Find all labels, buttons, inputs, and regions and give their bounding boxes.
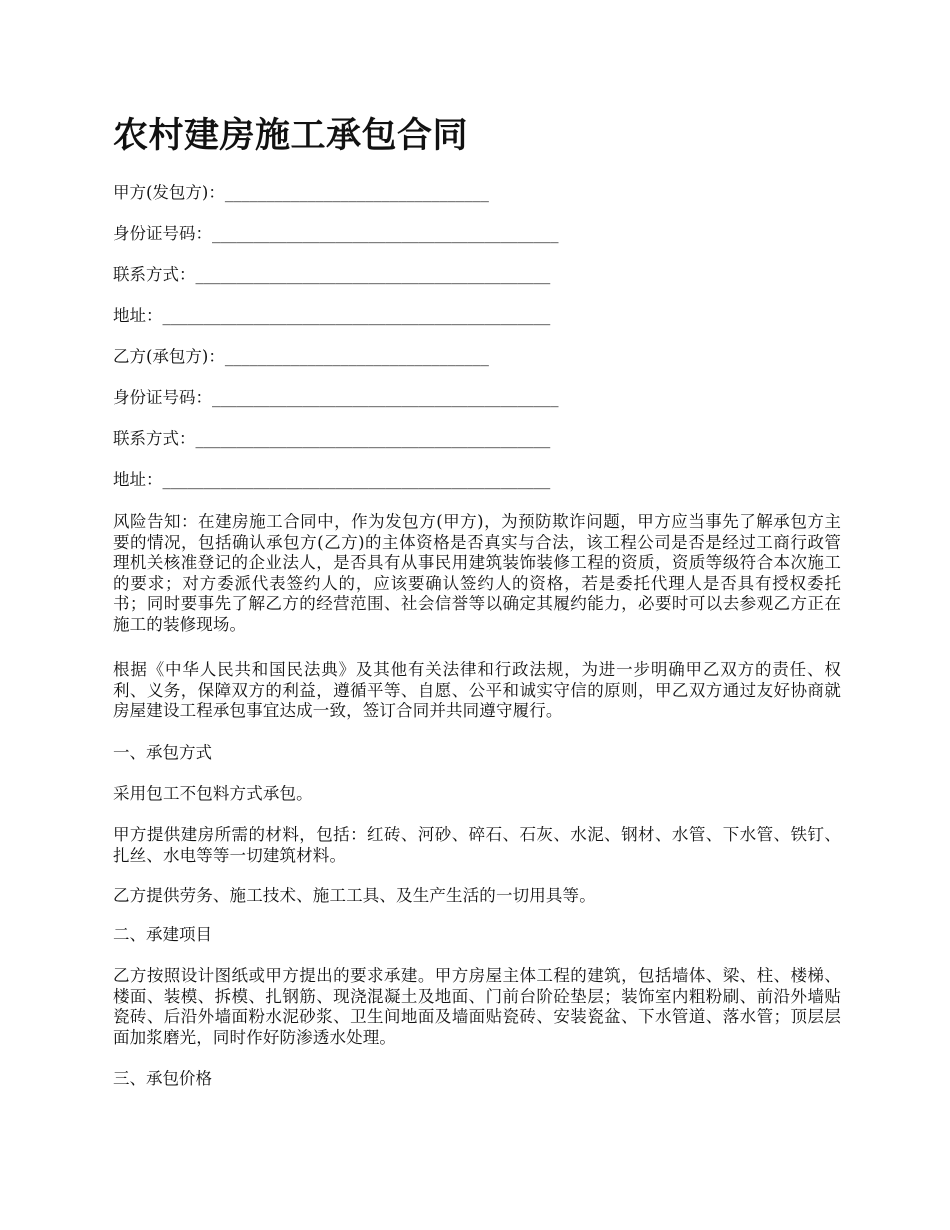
- party-a-id-blank: __________________________________________: [212, 224, 559, 243]
- party-a-contact-label: 联系方式：: [113, 265, 196, 284]
- section-1-paragraph-2: 甲方提供建房所需的材料，包括：红砖、河砂、碎石、石灰、水泥、钢材、水管、下水管、铁钉、扎丝、水电等等一切建筑材料。: [113, 825, 841, 865]
- section-2-paragraph-1: 乙方按照设计图纸或甲方提出的要求承建。甲方房屋主体工程的建筑，包括墙体、梁、柱、楼梯、楼面、装模、拆模、扎钢筋、现浇混凝土及地面、门前台阶砼垫层；装饰室内粗粉刷、前沿外墙贴瓷砖、后沿外墙面粉水泥砂浆、卫生间地面及墙面贴瓷砖、安装瓷盆、下水管道、落水管；顶层层面加浆磨光，同时作好防渗透水处理。: [113, 966, 841, 1047]
- section-3-heading: 三、承包价格: [113, 1069, 212, 1088]
- party-a-blank: ________________________________: [224, 183, 489, 202]
- section-1-paragraph-1: 采用包工不包料方式承包。: [113, 784, 313, 803]
- party-a-id-field: [113, 221, 559, 247]
- party-b-contact-field: [113, 426, 550, 452]
- party-a-address-field: [113, 303, 550, 329]
- party-a-name-field: [113, 180, 489, 206]
- risk-notice-paragraph: 风险告知：在建房施工合同中，作为发包方(甲方)，为预防欺诈问题，甲方应当事先了解承包方主要的情况，包括确认承包方(乙方)的主体资格是否真实与合法，该工程公司是否是经过工商行政管理机关核准登记的企业法人，是否具有从事民用建筑装饰装修工程的资质，资质等级符合本次施工的要求；对方委派代表签约人的，应该要确认签约人的资格，若是委托代理人是否具有授权委托书；同时要事先了解乙方的经营范围、社会信誉等以确定其履约能力，必要时可以去参观乙方正在施工的装修现场。: [113, 512, 841, 634]
- party-a-address-blank: _______________________________________________: [162, 306, 551, 325]
- party-a-contact-blank: ___________________________________________: [195, 265, 551, 284]
- section-1-paragraph-3: 乙方提供劳务、施工技术、施工工具、及生产生活的一切用具等。: [113, 886, 596, 905]
- party-b-address-field: [113, 467, 550, 493]
- party-a-id-label: 身份证号码：: [113, 224, 212, 243]
- section-1-heading: 一、承包方式: [113, 743, 212, 762]
- party-b-contact-label: 联系方式：: [113, 429, 196, 448]
- party-b-blank: ________________________________: [224, 347, 489, 366]
- section-2-heading: 二、承建项目: [113, 925, 212, 944]
- party-b-address-label: 地址：: [113, 470, 163, 489]
- party-b-contact-blank: ___________________________________________: [195, 429, 551, 448]
- preamble-paragraph: 根据《中华人民共和国民法典》及其他有关法律和行政法规，为进一步明确甲乙双方的责任、权利、义务，保障双方的利益，遵循平等、自愿、公平和诚实守信的原则，甲乙双方通过友好协商就房屋建设工程承包事宜达成一致，签订合同并共同遵守履行。: [113, 660, 841, 721]
- party-a-label: 甲方(发包方)：: [113, 183, 225, 202]
- party-b-address-blank: _______________________________________________: [162, 470, 551, 489]
- party-a-address-label: 地址：: [113, 306, 163, 325]
- party-b-name-field: [113, 344, 489, 370]
- document-title: 农村建房施工承包合同: [113, 115, 469, 156]
- party-a-contact-field: [113, 262, 550, 288]
- party-b-label: 乙方(承包方)：: [113, 347, 225, 366]
- party-b-id-blank: __________________________________________: [212, 388, 559, 407]
- party-b-id-field: [113, 385, 559, 411]
- party-b-id-label: 身份证号码：: [113, 388, 212, 407]
